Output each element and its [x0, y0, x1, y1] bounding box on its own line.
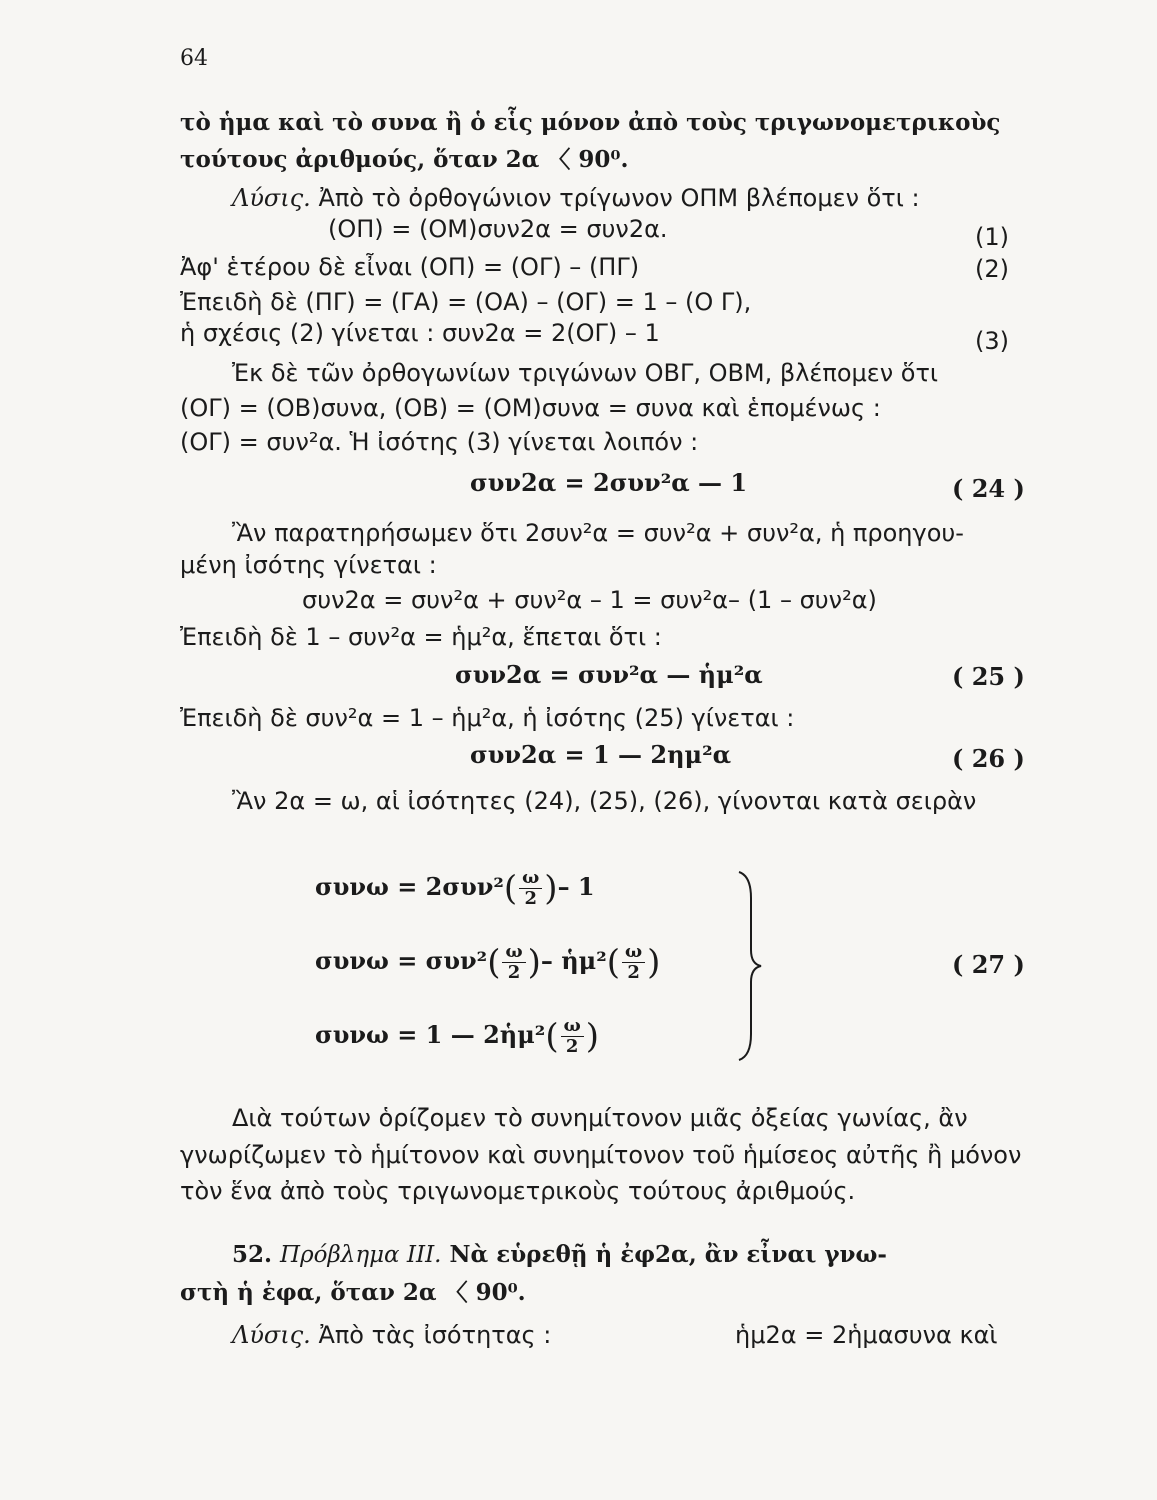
eq-part: συνω = 2συν²	[315, 872, 504, 901]
frac-den: 2	[565, 1036, 579, 1057]
equation-ref: ( 26 )	[952, 744, 1025, 773]
equation-ref: (3)	[975, 327, 1009, 355]
paren: )	[647, 942, 661, 983]
frac-den: 2	[507, 962, 521, 983]
text-span: Ἀπὸ τὰς ἰσότητας :	[318, 1321, 552, 1349]
text-line: μένη ἰσότης γίνεται :	[180, 551, 437, 579]
text-line	[232, 183, 920, 213]
text-line: Ἀφ' ἑτέρου δὲ εἶναι (ΟΠ) = (ΟΓ) – (ΠΓ)	[180, 253, 640, 281]
equation-24: συν2α = 2συν²α — 1	[470, 468, 748, 497]
text-line: (ΟΓ) = (ΟΒ)συνα, (ΟΒ) = (ΟΜ)συνα = συνα καὶ ἑπομένως :	[180, 394, 881, 422]
text-line: στὴ ἡ ἐφα, ὅταν 2α 〈 90⁰.	[180, 1279, 526, 1306]
paren: (	[545, 1016, 559, 1057]
problem-label: Πρόβλημα ΙΙΙ.	[280, 1242, 442, 1268]
text-line: Ἐπειδὴ δὲ συν²α = 1 – ἡμ²α, ἡ ἰσότης (25) γίνεται :	[180, 704, 795, 732]
text-line: (ΟΓ) = συν²α. Ἡ ἰσότης (3) γίνεται λοιπόν :	[180, 428, 699, 456]
frac-den: 2	[524, 888, 537, 909]
eq-part: – 1	[557, 872, 595, 901]
problem-text: Νὰ εὑρεθῇ ἡ ἐφ2α, ἂν εἶναι γνω-	[449, 1241, 887, 1268]
text-line: ἡμ2α = 2ἡμασυνα καὶ	[735, 1321, 998, 1349]
text-line: (ΟΠ) = (ΟΜ)συν2α = συν2α.	[328, 215, 668, 243]
eq-part: – ἡμ²	[540, 946, 607, 975]
text-line: συν2α = συν²α + συν²α – 1 = συν²α– (1 – συν²α)	[302, 586, 877, 614]
frac-num: ω	[519, 868, 542, 889]
frac-num: ω	[561, 1016, 584, 1037]
paren: )	[544, 868, 558, 909]
text-line: Ἐπειδὴ δὲ (ΠΓ) = (ΓΑ) = (ΟΑ) – (ΟΓ) = 1 – (Ο Γ),	[180, 288, 752, 316]
text-line: ἡ σχέσις (2) γίνεται : συν2α = 2(ΟΓ) – 1	[180, 319, 660, 347]
eq-part: συνω = συν²	[315, 946, 488, 975]
frac-den: 2	[627, 962, 640, 983]
equation-27b	[315, 942, 660, 983]
text-line: τούτους ἀριθμούς, ὅταν 2α 〈 90⁰.	[180, 146, 629, 173]
page-number: 64	[180, 46, 208, 71]
paren: )	[527, 942, 541, 983]
equation-26: συν2α = 1 — 2ημ²α	[470, 740, 732, 769]
paren: (	[487, 942, 501, 983]
eq-part: συνω = 1 — 2ἡμ²	[315, 1020, 546, 1049]
text-line: γνωρίζωμεν τὸ ἡμίτονον καὶ συνημίτονον τοῦ ἡμίσεος αὐτῆς ἢ μόνον	[180, 1141, 1022, 1169]
solution-label: Λύσις.	[232, 1321, 311, 1349]
text-line: Ἂν 2α = ω, αἱ ἰσότητες (24), (25), (26), γίνονται κατὰ σειρὰν	[232, 787, 977, 815]
fraction	[502, 942, 525, 983]
paren: (	[503, 868, 518, 909]
text-line: Ἂν παρατηρήσωμεν ὅτι 2συν²α = συν²α + συν²α, ἡ προηγου-	[232, 519, 964, 547]
problem-heading	[232, 1240, 887, 1270]
equation-ref: ( 27 )	[952, 950, 1025, 979]
text-line	[232, 1320, 551, 1350]
fraction	[561, 1016, 584, 1057]
text-line: Ἐπειδὴ δὲ 1 – συν²α = ἡμ²α, ἕπεται ὅτι :	[180, 623, 662, 651]
text-line: τὸ ἡμα καὶ τὸ συνα ἢ ὁ εἷς μόνον ἀπὸ τοὺς τριγωνομετρικοὺς	[180, 109, 1001, 136]
fraction	[622, 942, 645, 983]
frac-num: ω	[622, 942, 645, 963]
text-span: Ἀπὸ τὸ ὀρθογώνιον τρίγωνον ΟΠΜ βλέπομεν ὅτι :	[318, 184, 920, 212]
equation-25: συν2α = συν²α — ἡμ²α	[455, 660, 763, 689]
fraction	[519, 868, 542, 909]
equation-ref: (2)	[975, 255, 1009, 283]
frac-num: ω	[502, 942, 525, 963]
problem-number: 52.	[232, 1241, 273, 1268]
solution-label: Λύσις.	[232, 184, 311, 212]
right-brace	[735, 868, 765, 1063]
text-line: Ἐκ δὲ τῶν ὀρθογωνίων τριγώνων ΟΒΓ, ΟΒΜ, βλέπομεν ὅτι	[232, 359, 939, 387]
equation-ref: ( 25 )	[952, 662, 1025, 691]
equation-ref: (1)	[975, 223, 1009, 251]
paren: (	[606, 942, 621, 983]
text-line: τὸν ἕνα ἀπὸ τοὺς τριγωνομετρικοὺς τούτους ἀριθμούς.	[180, 1177, 856, 1205]
paren: )	[585, 1016, 599, 1057]
text-line: Διὰ τούτων ὁρίζομεν τὸ συνημίτονον μιᾶς ὀξείας γωνίας, ἂν	[232, 1104, 968, 1132]
equation-27c	[315, 1016, 599, 1057]
equation-ref: ( 24 )	[952, 474, 1025, 503]
equation-27a	[315, 868, 595, 909]
